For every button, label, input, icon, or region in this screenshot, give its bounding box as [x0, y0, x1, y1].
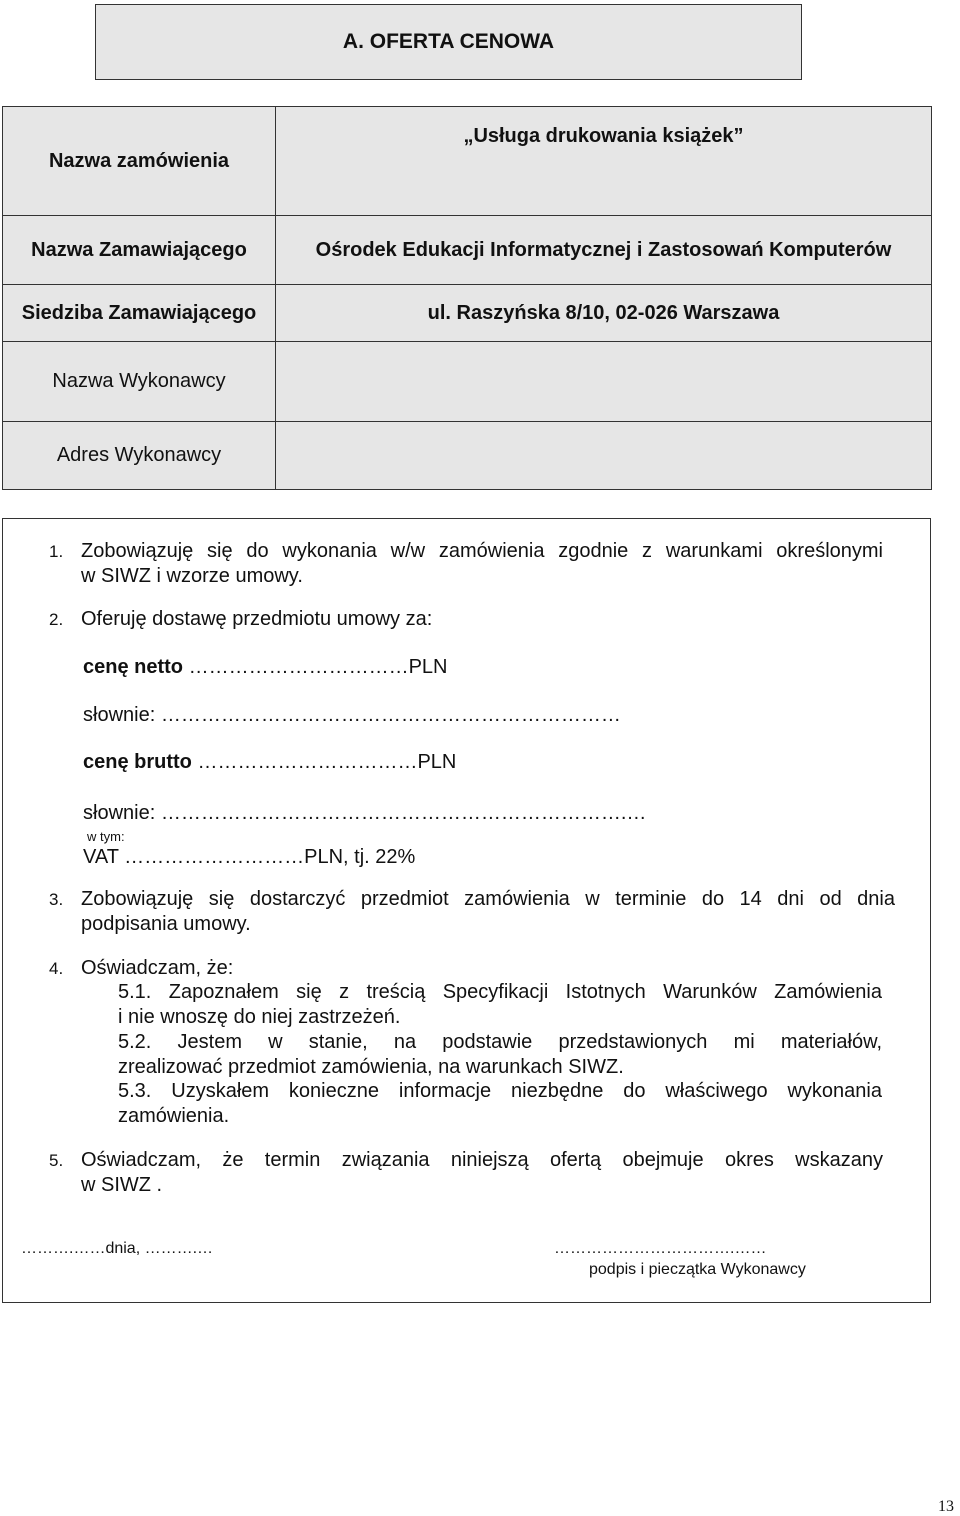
item-1-line-2: w SIWZ i wzorze umowy. [81, 565, 303, 587]
table-row [3, 342, 932, 422]
client-name-label: Nazwa Zamawiającego [3, 216, 276, 285]
statement-5-2-line-2: zrealizować przedmiot zamówienia, na warunkach SIWZ. [118, 1056, 624, 1078]
item-3-line-1: Zobowiązuję się dostarczyć przedmiot zamówienia w terminie do 14 dni od dnia [81, 888, 895, 910]
signature-label: podpis i pieczątka Wykonawcy [589, 1261, 806, 1278]
item-2-number: 2. [49, 610, 64, 629]
date-field[interactable]: ……….……dnia, ……….… [21, 1240, 214, 1257]
net-words-line [83, 703, 621, 728]
gross-price-field[interactable]: …………………………… [197, 751, 418, 773]
order-info-table [2, 106, 932, 490]
statement-5-2-line-1: 5.2. Jestem w stanie, na podstawie przedstawionych mi materiałów, [118, 1031, 882, 1053]
net-price-label: cenę netto [83, 656, 184, 678]
offer-section [2, 518, 931, 1303]
client-address-label: Siedziba Zamawiającego [3, 285, 276, 342]
table-row [3, 285, 932, 342]
net-words-field[interactable]: …………………………………………………………… [160, 704, 621, 726]
vat-line [83, 845, 415, 870]
net-words-label: słownie: [83, 704, 156, 726]
item-1-line-1: Zobowiązuję się do wykonania w/w zamówienia zgodnie z warunkami określonymi [81, 540, 883, 562]
table-row [3, 107, 932, 216]
table-row [3, 422, 932, 490]
item-4-text: Oświadczam, że: [81, 957, 234, 979]
net-price-line [83, 655, 448, 680]
item-5-line-1: Oświadczam, że termin związania niniejszą ofertą obejmuje okres wskazany [81, 1149, 883, 1171]
gross-words-field[interactable]: …………………………………………………………….… [160, 802, 647, 824]
order-name-value: „Usługa drukowania książek” [276, 107, 932, 216]
item-4-number: 4. [49, 959, 64, 978]
statement-5-3-line-1: 5.3. Uzyskałem konieczne informacje niezbędne do właściwego wykonania [118, 1080, 882, 1102]
contractor-address-label: Adres Wykonawcy [3, 422, 276, 490]
statement-5-3-line-2: zamówienia. [118, 1105, 230, 1127]
statement-5-1-line-2: i nie wnoszę do niej zastrzeżeń. [118, 1006, 401, 1028]
gross-words-label: słownie: [83, 802, 156, 824]
page-number: 13 [938, 1498, 954, 1515]
order-name-label: Nazwa zamówienia [3, 107, 276, 216]
vat-field[interactable]: ……………………… [124, 846, 305, 868]
signature-field[interactable]: …………………………….…… [554, 1240, 767, 1257]
net-price-unit: PLN [408, 656, 448, 678]
vat-rate: PLN, tj. 22% [304, 846, 416, 868]
item-3-number: 3. [49, 890, 64, 909]
item-5-line-2: w SIWZ . [81, 1174, 163, 1196]
item-5-number: 5. [49, 1151, 64, 1170]
including-label: w tym: [87, 829, 125, 844]
vat-label: VAT [83, 846, 119, 868]
contractor-name-label: Nazwa Wykonawcy [3, 342, 276, 422]
gross-price-unit: PLN [417, 751, 457, 773]
statement-5-1-line-1: 5.1. Zapoznałem się z treścią Specyfikacji Istotnych Warunków Zamówienia [118, 981, 882, 1003]
contractor-name-field[interactable] [276, 342, 932, 422]
client-name-value: Ośrodek Edukacji Informatycznej i Zastosowań Komputerów [276, 216, 932, 285]
item-2-text: Oferuję dostawę przedmiotu umowy za: [81, 608, 433, 630]
gross-price-line [83, 750, 456, 775]
item-3-line-2: podpisania umowy. [81, 913, 251, 935]
net-price-field[interactable]: …………………………… [188, 656, 409, 678]
section-title: A. OFERTA CENOWA [95, 4, 802, 80]
contractor-address-field[interactable] [276, 422, 932, 490]
client-address-value: ul. Raszyńska 8/10, 02-026 Warszawa [276, 285, 932, 342]
gross-words-line [83, 801, 646, 826]
table-row [3, 216, 932, 285]
item-1-number: 1. [49, 542, 64, 561]
gross-price-label: cenę brutto [83, 751, 192, 773]
